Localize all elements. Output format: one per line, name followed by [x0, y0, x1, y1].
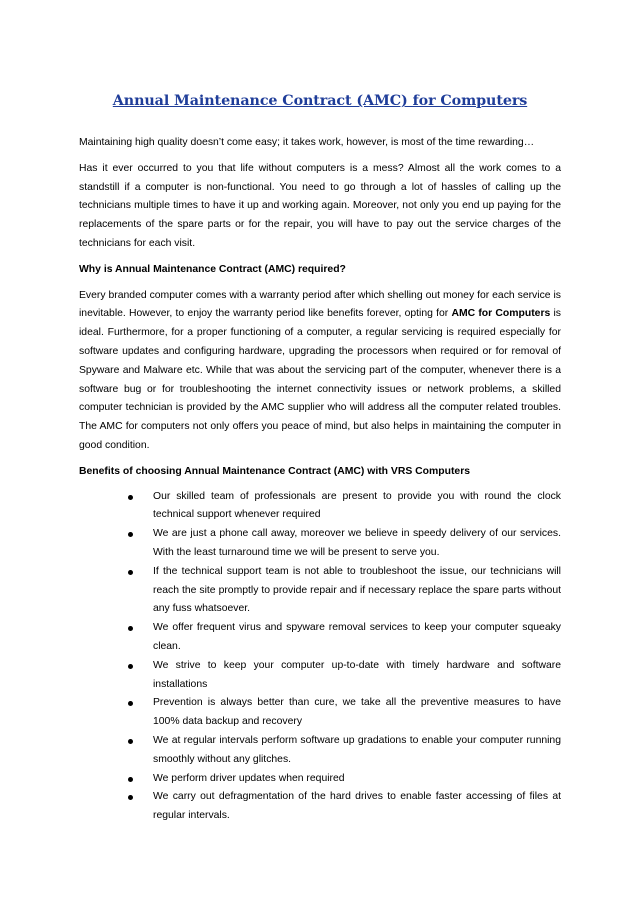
- bullet-icon: [128, 495, 133, 500]
- list-item: We at regular intervals perform software up gradations to enable your computer running smoothly without any glitches.: [79, 732, 561, 770]
- intro-paragraph: Maintaining high quality doesn’t come easy; it takes work, however, is most of the time rewarding…: [79, 137, 535, 148]
- amc-for-computers-bold: AMC for Computers: [451, 308, 551, 320]
- paragraph-warranty-text-2: is ideal. Furthermore, for a proper functioning of a computer, a regular servicing is required especially for software updates and configuring hardware, upgrading the processors when required or for removal of Spyware and Malware etc. While that was about the servicing part of the computer, whenever there is a software bug or for troubleshooting the internet connectivity issues or network problems, a skilled computer technician is provided by the AMC supplier who will address all the computer related troubles. The AMC for computers not only offers you peace of mind, but also helps in maintaining the computer in good condition.: [79, 308, 561, 451]
- list-item: We offer frequent virus and spyware removal services to keep your computer squeaky clean.: [79, 619, 561, 657]
- bullet-icon: [128, 777, 133, 782]
- document-page: [79, 0, 561, 826]
- bullet-icon: [128, 795, 133, 800]
- list-item: Our skilled team of professionals are present to provide you with round the clock technical support whenever required: [79, 488, 561, 526]
- list-item: Prevention is always better than cure, we take all the preventive measures to have 100% data backup and recovery: [79, 694, 561, 732]
- heading-why-amc: Why is Annual Maintenance Contract (AMC) required?: [79, 263, 346, 275]
- list-item: We carry out defragmentation of the hard drives to enable faster accessing of files at regular intervals.: [79, 788, 561, 826]
- list-item: We perform driver updates when required: [79, 770, 561, 789]
- bullet-icon: [128, 664, 133, 669]
- paragraph-warranty: [79, 287, 561, 456]
- bullet-icon: [128, 532, 133, 537]
- benefits-list: [79, 488, 561, 826]
- bullet-icon: [128, 626, 133, 631]
- heading-benefits: Benefits of choosing Annual Maintenance Contract (AMC) with VRS Computers: [79, 465, 471, 477]
- list-item: If the technical support team is not able to troubleshoot the issue, our technicians will reach the site promptly to provide repair and if necessary replace the spare parts without any fuss whatsoever.: [79, 563, 561, 619]
- document-title: Annual Maintenance Contract (AMC) for Computers: [112, 93, 528, 109]
- list-item: We are just a phone call away, moreover we believe in speedy delivery of our services. With the least turnaround time we will be present to serve you.: [79, 525, 561, 563]
- bullet-icon: [128, 570, 133, 575]
- list-item: We strive to keep your computer up-to-date with timely hardware and software installations: [79, 657, 561, 695]
- bullet-icon: [128, 701, 133, 706]
- paragraph-computers-mess: Has it ever occurred to you that life without computers is a mess? Almost all the work comes to a standstill if a computer is non-functional. You need to go through a lot of hassles of calling up the technicians multiple times to have it up and working again. Moreover, not only you end up paying for the replacements of the spare parts or for the repair, you will have to pay out the service charges of the technicians for each visit.: [79, 162, 561, 249]
- bullet-icon: [128, 739, 133, 744]
- paragraph-warranty-text-1: Every branded computer comes with a warranty period after which shelling out money for each service is inevitable. However, to enjoy the warranty period like benefits forever, opting for: [79, 289, 561, 320]
